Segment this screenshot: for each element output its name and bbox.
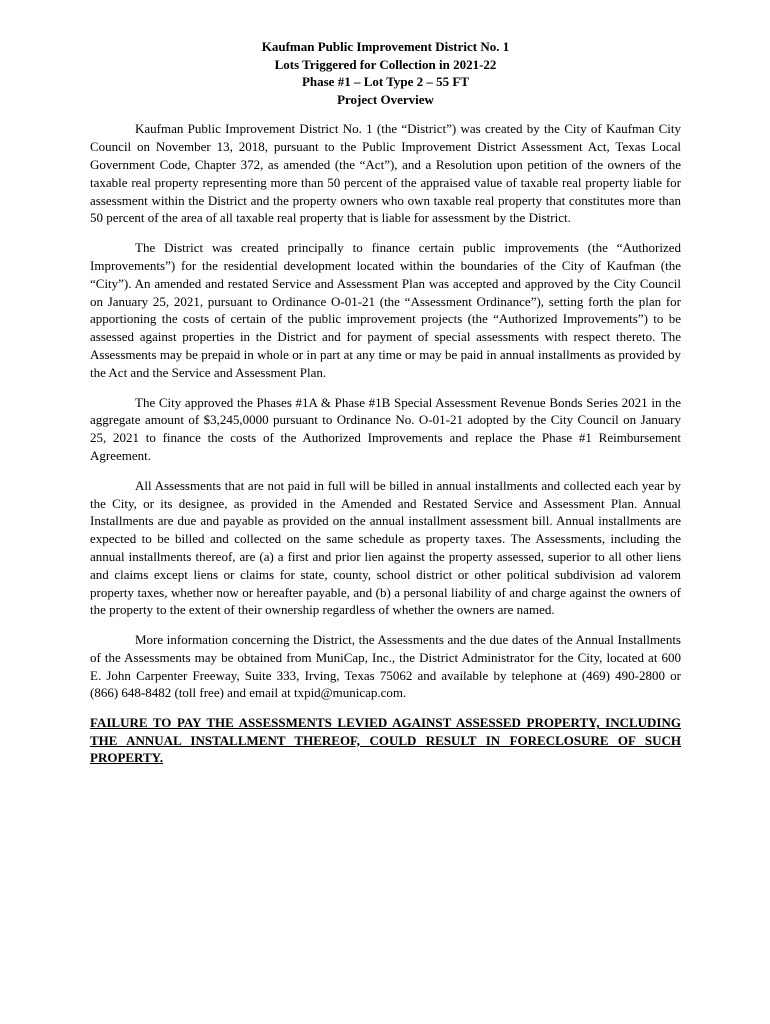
title-line-1: Kaufman Public Improvement District No. 1 [261, 39, 510, 54]
document-page [90, 38, 681, 767]
paragraph-district-creation: Kaufman Public Improvement District No. 1 (the “District”) was created by the City of Kaufman City Council on November 13, 2018, pursuant to the Public Improvement District Assessment Act, Texas Local Government Code, Chapter 372, as amended (the “Act”), and a Resolution upon petition of the owners of the taxable real property representing more than 50 percent of the appraised value of taxable real property liable for assessment within the District and the property owners who own taxable real property that constitutes more than 50 percent of the area of all taxable real property that is liable for assessment by the District. [90, 121, 681, 226]
paragraph-bonds: The City approved the Phases #1A & Phase #1B Special Assessment Revenue Bonds Series 2021 in the aggregate amount of $3,245,0000 pursuant to Ordinance No. O-01-21 adopted by the City Council on January 25, 2021 to finance the costs of the Authorized Improvements and replace the Phase #1 Reimbursement Agreement. [90, 394, 681, 463]
paragraph-contact-info: More information concerning the District, the Assessments and the due dates of the Annual Installments of the Assessments may be obtained from MuniCap, Inc., the District Administrator for the City, located at 600 E. John Carpenter Freeway, Suite 333, Irving, Texas 75062 and available by telephone at (469) 490-2800 or (866) 648-8482 (toll free) and email at txpid@municap.com. [90, 632, 681, 701]
title-line-2: Lots Triggered for Collection in 2021-22 [274, 56, 497, 72]
document-header [90, 38, 681, 108]
title-line-4: Project Overview [337, 91, 434, 107]
paragraph-installments: All Assessments that are not paid in full will be billed in annual installments and collected each year by the City, or its designee, as provided in the Amended and Restated Service and Assessment Plan. Annual Installments are due and payable as provided on the annual installment assessment bill. Annual installments are expected to be billed and collected on the same schedule as property taxes. The Assessments, including the annual installments thereof, are (a) a first and prior lien against the property assessed, superior to all other liens and claims except liens or claims for state, county, school district or other political subdivision ad valorem property taxes, whether now or hereafter payable, and (b) a personal liability of and charge against the owners of the property to the extent of their ownership regardless of whether the owners are named. [90, 477, 681, 618]
paragraph-purpose: The District was created principally to finance certain public improvements (the “Authorized Improvements”) for the residential development located within the boundaries of the City of Kaufman (the “City”). An amended and restated Service and Assessment Plan was accepted and approved by the City Council on January 25, 2021, pursuant to Ordinance O-01-21 (the “Assessment Ordinance”), setting forth the plan for apportioning the costs of certain of the public improvement projects (the “Authorized Improvements”) to be assessed against properties in the District and for payment of special assessments with respect thereto. The Assessments may be prepaid in whole or in part at any time or may be paid in annual installments as provided by the Act and the Service and Assessment Plan. [90, 240, 681, 380]
title-line-3: Phase #1 – Lot Type 2 – 55 FT [301, 74, 470, 90]
foreclosure-warning: FAILURE TO PAY THE ASSESSMENTS LEVIED AGAINST ASSESSED PROPERTY, INCLUDING THE ANNUAL INSTALLMENT THEREOF, COULD RESULT IN FORECLOSURE OF SUCH PROPERTY. [90, 715, 681, 766]
